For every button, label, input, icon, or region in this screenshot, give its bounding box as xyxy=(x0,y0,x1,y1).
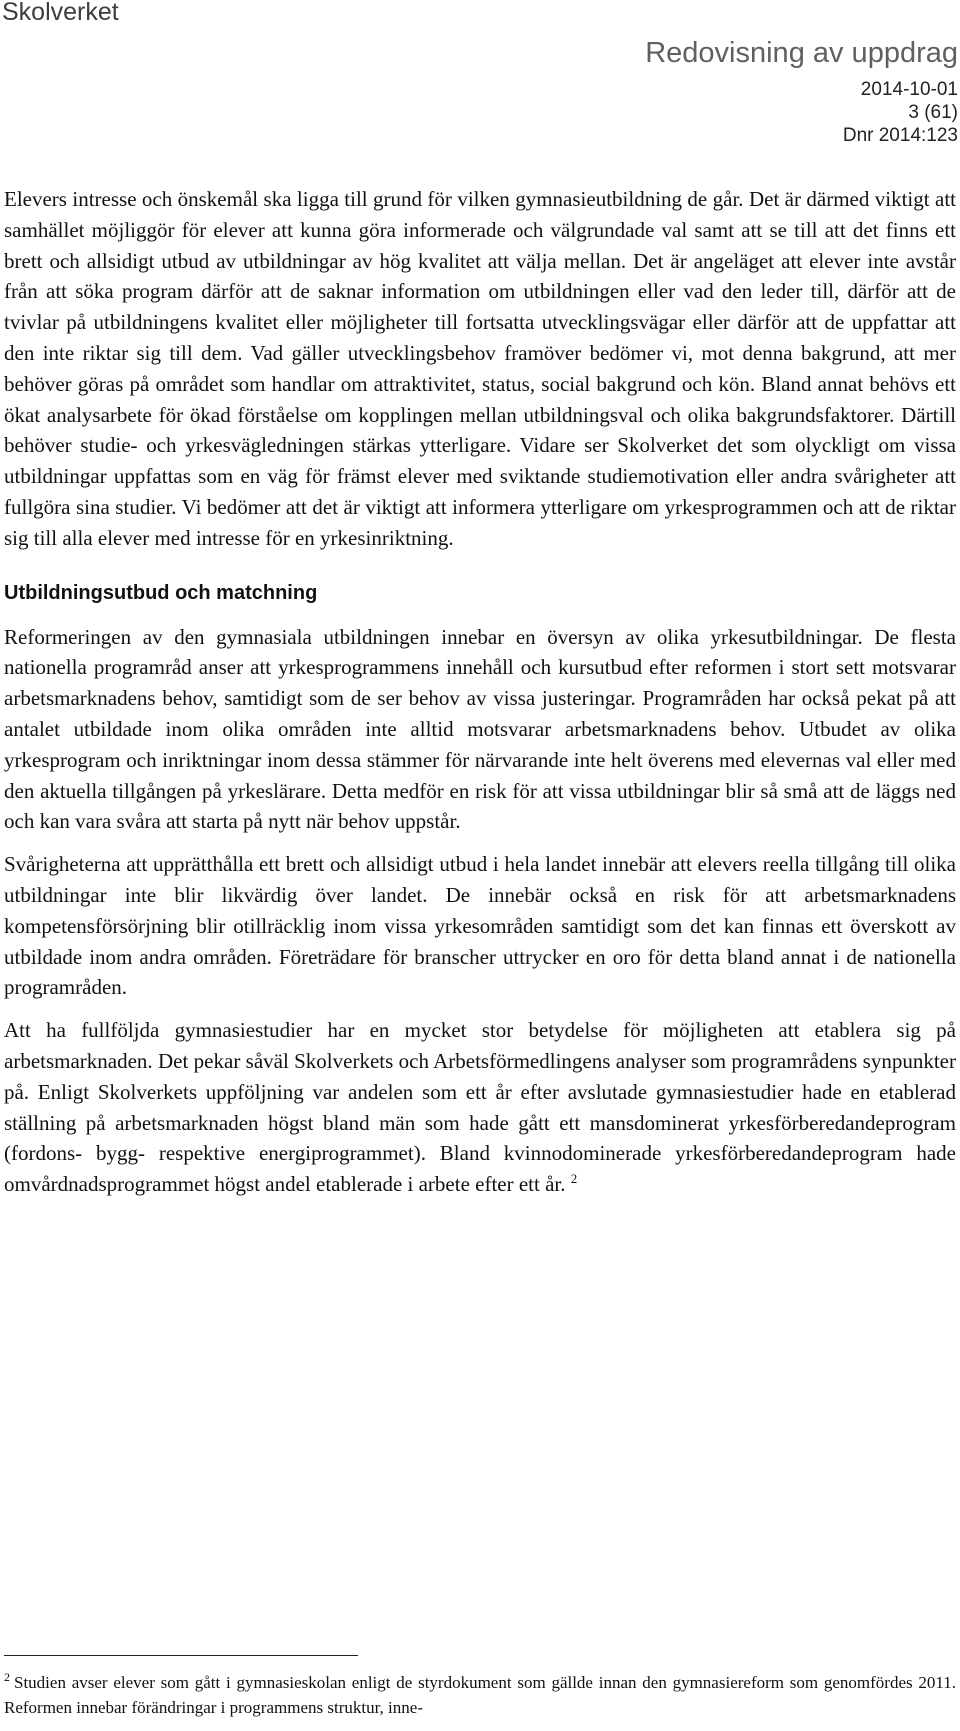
footnote-reference[interactable]: 2 xyxy=(570,1171,578,1187)
footnote-divider xyxy=(4,1655,358,1656)
page-number: 3 (61) xyxy=(908,102,958,123)
footnote xyxy=(4,1670,956,1720)
paragraph-4-text: Att ha fullföljda gymnasiestudier har en mycket stor betydelse för möjligheten att etablera sig på arbetsmarknaden. Det pekar såväl Skolverkets och Arbetsförmedlingens analyser som programrådens synpunkter på. Enligt Skolverkets uppföljning var andelen som ett år efter avslutade gymnasiestudier hade en etablerad ställning på arbetsmarknaden högst bland män som hade gått ett mansdominerat yrkesförberedandeprogram (fordons- bygg- respektive energiprogrammet). Bland kvinnodominerade yrkesförberedandeprogram hade omvårdnadsprogrammet högst andel etablerade i arbete efter ett år. xyxy=(4,1018,956,1197)
brand-name: Skolverket xyxy=(2,0,119,26)
document-dnr: Dnr 2014:123 xyxy=(842,125,958,146)
document-title: Redovisning av uppdrag xyxy=(645,37,958,69)
section-heading: Utbildningsutbud och matchning xyxy=(4,581,318,604)
paragraph-4 xyxy=(4,1015,956,1200)
document-header xyxy=(645,36,958,147)
paragraph-2: Reformeringen av den gymnasiala utbildningen innebar en översyn av olika yrkesutbildningar. De flesta nationella programråd anser att yrkesprogrammens innehåll och kursutbud efter reformen i stort sett motsvarar arbetsmarknadens behov, samtidigt som de ser behov av vissa justeringar. Programråden har också pekat på att antalet utbildade inom olika områden inte alltid motsvarar arbetsmarknadens behov. Utbudet av olika yrkesprogram och inriktningar inom dessa stämmer för närvarande inte helt överens med elevernas val eller med den aktuella tillgången på yrkeslärare. Detta medför en risk för att vissa utbildningar blir så små att de läggs ned och kan vara svåra att starta på nytt när behov uppstår. xyxy=(4,624,956,834)
footnote-number: 2 xyxy=(4,1670,10,1685)
document-body xyxy=(4,184,956,1200)
footnote-text: Studien avser elever som gått i gymnasieskolan enligt de styrdokument som gällde innan den gymnasiereform som genomfördes 2011. Reformen innebar förändringar i programmens struktur, inne- xyxy=(4,1673,956,1717)
document-date: 2014-10-01 xyxy=(860,79,958,100)
paragraph-3: Svårigheterna att upprätthålla ett brett och allsidigt utbud i hela landet innebär att elevers reella tillgång till olika utbildningar inte blir likvärdig över landet. De innebär också en risk för att arbetsmarknadens kompetensförsörjning blir otillräcklig inom vissa yrkesområden samtidigt som det kan finnas ett överskott av utbildade inom andra områden. Företrädare för branscher uttrycker en oro för detta bland annat i de nationella programråden. xyxy=(4,852,956,1000)
paragraph-1: Elevers intresse och önskemål ska ligga till grund för vilken gymnasieutbildning de går. Det är därmed viktigt att samhället möjliggör för elever att kunna göra informerade och välgrundade val samt att se till att det finns ett brett och allsidigt utbud av utbildningar av hög kvalitet att välja mellan. Det är angeläget att elever inte avstår från att söka program därför att de saknar information om utbildningen eller vad den leder till, därför att de tvivlar på utbildningens kvalitet eller möjligheter till fortsatta utvecklingsvägar eller därför att de uppfattar att den inte riktar sig till dem. Vad gäller utvecklingsbehov framöver bedömer vi, mot denna bakgrund, att mer behöver göras på området som handlar om attraktivitet, status, social bakgrund och kön. Bland annat behövs ett ökat analysarbete för ökad förståelse om kopplingen mellan utbildningsval och olika bakgrundsfaktorer. Därtill behöver studie- och yrkesvägledningen stärkas ytterligare. Vidare ser Skolverket det som olyckligt om vissa utbildningar uppfattas som en väg för främst elever med sviktande studiemotivation eller andra svårigheter att fullgöra sina studier. Vi bedömer att det är viktigt att informera ytterligare om yrkesprogrammen och att de riktar sig till alla elever med intresse för en yrkesinriktning. xyxy=(4,187,956,550)
